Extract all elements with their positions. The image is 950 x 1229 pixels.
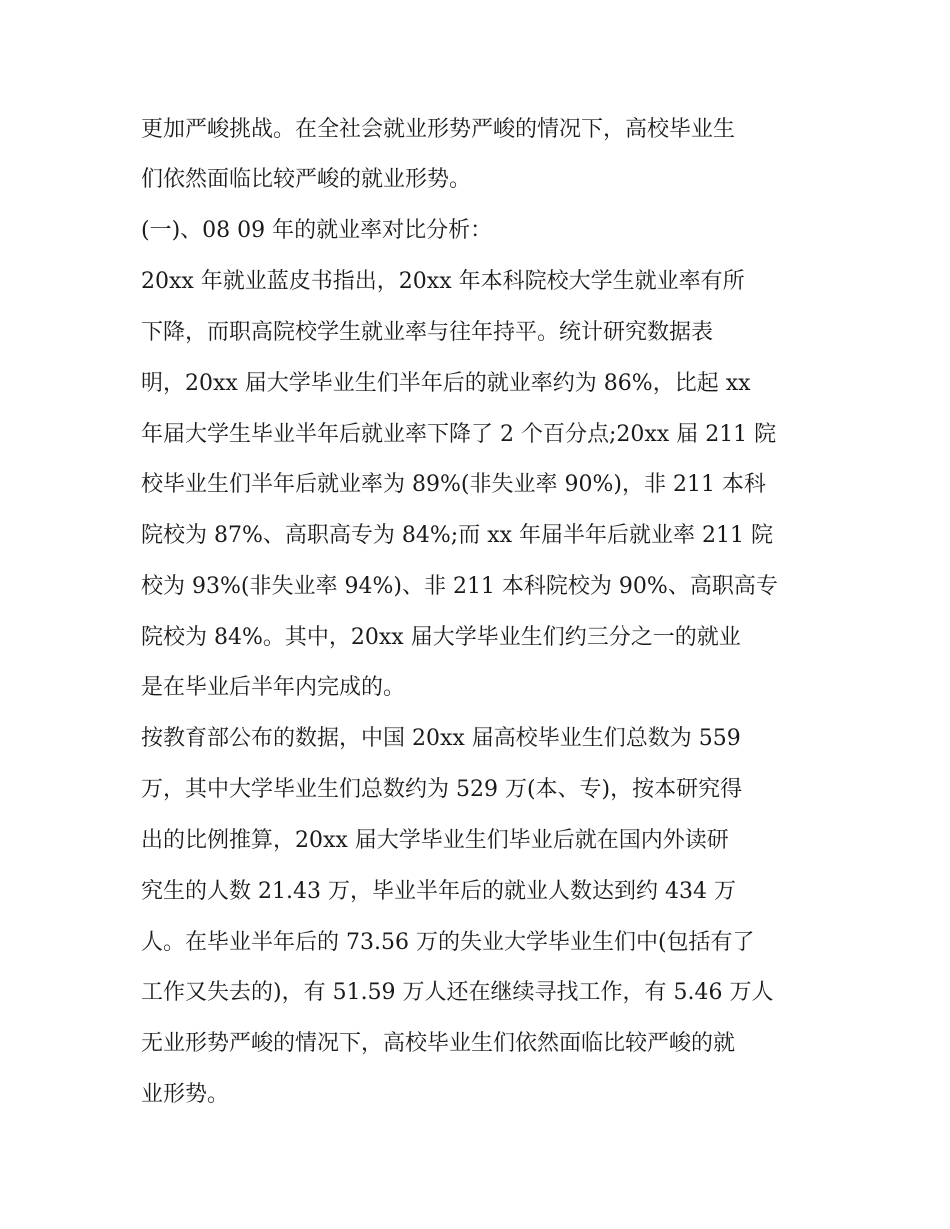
text-line: 工作又失去的)，有 51.59 万人还在继续寻找工作，有 5.46 万人 xyxy=(141,980,774,1005)
text-line: 是在毕业后半年内完成的。 xyxy=(141,675,406,700)
text-line: 更加严峻挑战。在全社会就业形势严峻的情况下，高校毕业生 xyxy=(141,117,736,142)
section-heading: (一)、08 09 年的就业率对比分析： xyxy=(141,218,493,243)
text-line: 年届大学生毕业半年后就业率下降了 2 个百分点;20xx 届 211 院 xyxy=(141,422,777,447)
text-line: 20xx 年就业蓝皮书指出，20xx 年本科院校大学生就业率有所 xyxy=(141,269,745,294)
text-line: 出的比例推算，20xx 届大学毕业生们毕业后就在国内外读研 xyxy=(141,828,729,853)
text-line: 无业形势严峻的情况下，高校毕业生们依然面临比较严峻的就 xyxy=(141,1031,736,1056)
text-line: 万，其中大学毕业生们总数约为 529 万(本、专)，按本研究得 xyxy=(141,777,743,802)
text-line: 业形势。 xyxy=(141,1082,230,1107)
text-line: 校毕业生们半年后就业率为 89%(非失业率 90%)，非 211 本科 xyxy=(141,472,766,497)
text-line: 校为 93%(非失业率 94%)、非 211 本科院校为 90%、高职高专 xyxy=(141,574,778,599)
text-line: 究生的人数 21.43 万，毕业半年后的就业人数达到约 434 万 xyxy=(141,879,736,904)
text-line: 院校为 87%、高职高专为 84%;而 xx 年届半年后就业率 211 院 xyxy=(141,523,773,548)
text-line: 人。在毕业半年后的 73.56 万的失业大学毕业生们中(包括有了 xyxy=(141,930,755,955)
text-line: 按教育部公布的数据，中国 20xx 届高校毕业生们总数为 559 xyxy=(141,726,741,751)
text-line: 们依然面临比较严峻的就业形势。 xyxy=(141,167,472,192)
text-line: 明，20xx 届大学毕业生们半年后的就业率约为 86%，比起 xx xyxy=(141,371,751,396)
text-line: 下降，而职高院校学生就业率与往年持平。统计研究数据表 xyxy=(141,320,714,345)
text-line: 院校为 84%。其中，20xx 届大学毕业生们约三分之一的就业 xyxy=(141,625,741,650)
